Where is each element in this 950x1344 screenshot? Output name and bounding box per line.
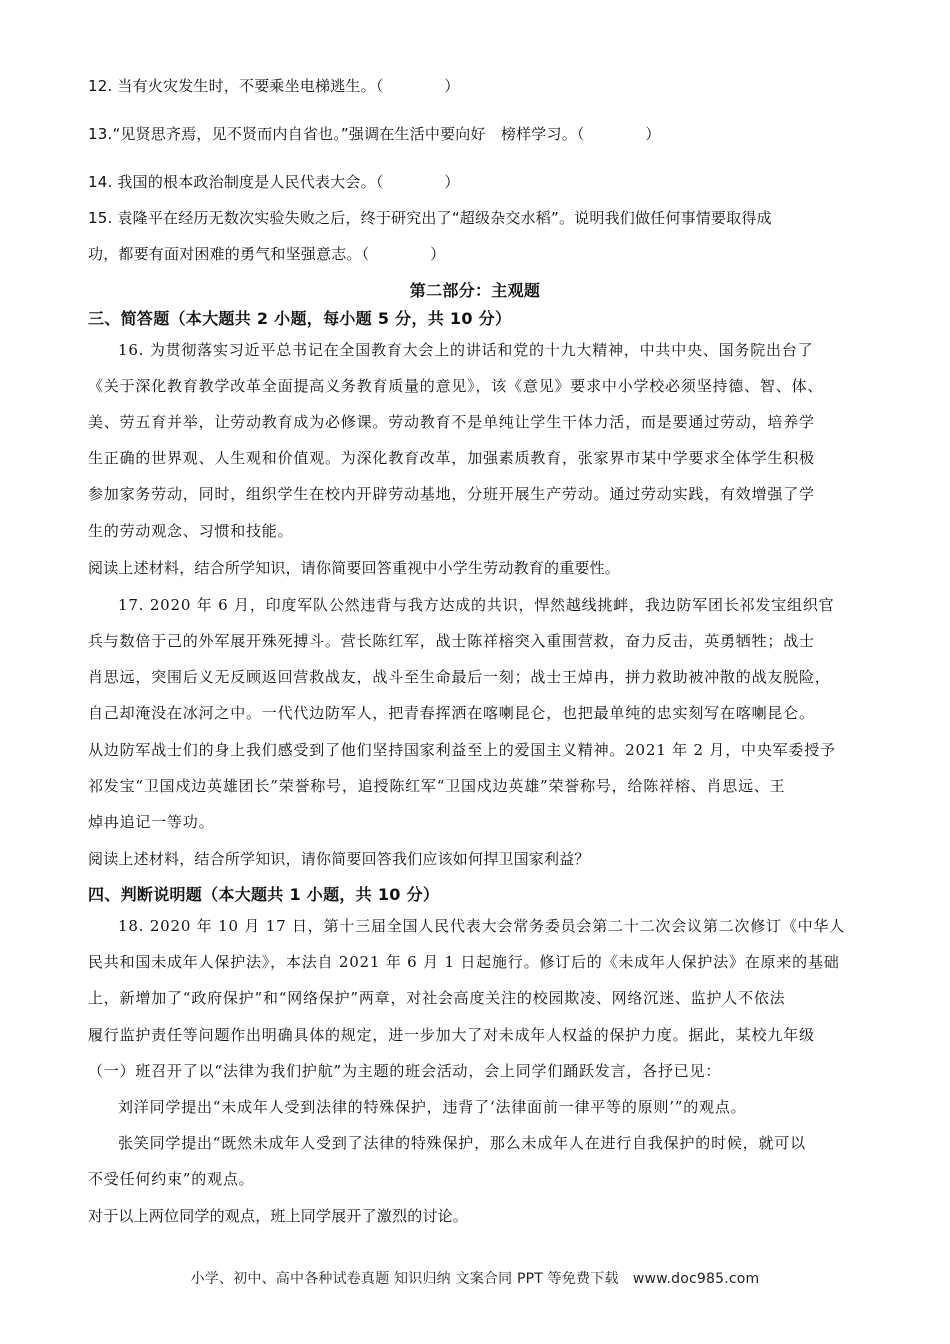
question-14: 14. 我国的根本政治制度是人民代表大会。（ ） [88,173,460,191]
section-3-heading: 三、简答题（本大题共 2 小题，每小题 5 分，共 10 分） [88,309,512,328]
question-18-line: 民共和国未成年人保护法》，本法自 2021 年 6 月 1 日起施行。修订后的《未成年人保护法》在原来的基础 [88,953,840,971]
question-12: 12. 当有火灾发生时，不要乘坐电梯逃生。（ ） [88,77,460,95]
question-17-line: 祁发宝“卫国戍边英雄团长”荣誉称号，追授陈红军“卫国戍边英雄”荣誉称号，给陈祥榕、肖思远、王 [88,777,786,795]
question-18-line: 18. 2020 年 10 月 17 日，第十三届全国人民代表大会常务委员会第二十二次会议第二次修订《中华人 [118,917,846,935]
question-15-line-1: 15. 袁隆平在经历无数次实验失败之后，终于研究出了“超级杂交水稻”。说明我们做任何事情要取得成 [88,209,772,227]
question-16-line: 《关于深化教育教学改革全面提高义务教育质量的意见》，该《意见》要求中小学校必须坚持德、智、体、 [88,377,824,395]
question-17-line: 从边防军战士们的身上我们感受到了他们坚持国家利益至上的爱国主义精神。2021 年 2 月，中央军委授予 [88,741,836,759]
question-17-line: 焯冉追记一等功。 [88,813,215,831]
question-18-line: （一）班召开了以“法律为我们护航”为主题的班会活动，会上同学们踊跃发言，各抒已见： [88,1062,722,1080]
question-18-line: 上，新增加了“政府保护”和“网络保护”两章，对社会高度关注的校园欺凌、网络沉迷、监护人不依法 [88,989,786,1007]
part-two-title: 第二部分：主观题 [409,281,541,300]
question-16-line: 美、劳五育并举，让劳动教育成为必修课。劳动教育不是单纯让学生干体力活，而是要通过劳动，培养学 [88,413,815,431]
section-4-heading: 四、判断说明题（本大题共 1 小题，共 10 分） [88,885,440,904]
footer-advert: 小学、初中、高中各种试卷真题 知识归纳 文案合同 PPT 等免费下载 www.doc985.com [190,1271,760,1287]
question-17-line: 肖思远，突围后义无反顾返回营救战友，战斗至生命最后一刻；战士王焯冉，拼力救助被冲散的战友脱险， [88,668,831,686]
question-17-prompt: 阅读上述材料，结合所学知识，请你简要回答我们应该如何捍卫国家利益？ [88,850,590,868]
question-16-line: 参加家务劳动，同时，组织学生在校内开辟劳动基地，分班开展生产劳动。通过劳动实践，有效增强了学 [88,485,815,503]
question-13: 13.“见贤思齐焉，见不贤而内自省也。”强调在生活中要向好 榜样学习。（ ） [88,125,661,143]
liu-yang-viewpoint: 刘洋同学提出“未成年人受到法律的特殊保护，违背了‘法律面前一律平等的原则’”的观点。 [118,1098,747,1116]
question-15-line-2: 功，都要有面对困难的勇气和坚强意志。（ ） [88,245,446,263]
zhang-xiao-viewpoint-line-2: 不受任何约束”的观点。 [88,1170,255,1188]
question-17-line: 自己却淹没在冰河之中。一代代边防军人，把青春挥洒在喀喇昆仑，也把最单纯的忠实刻写在喀喇昆仑。 [88,704,815,722]
question-16-prompt: 阅读上述材料，结合所学知识，请你简要回答重视中小学生劳动教育的重要性。 [88,559,621,577]
zhang-xiao-viewpoint-line-1: 张笑同学提出“既然未成年人受到了法律的特殊保护，那么未成年人在进行自我保护的时候，就可以 [118,1134,806,1152]
question-16-line: 生正确的世界观、人生观和价值观。为深化教育改革，加强素质教育，张家界市某中学要求全体学生积极 [88,449,815,467]
discussion-closing: 对于以上两位同学的观点，班上同学展开了激烈的讨论。 [88,1207,469,1225]
question-16-line: 16. 为贯彻落实习近平总书记在全国教育大会上的讲话和党的十九大精神，中共中央、国务院出台了 [118,341,814,359]
question-16-line: 生的劳动观念、习惯和技能。 [88,522,294,540]
question-17-line: 兵与数倍于己的外军展开殊死搏斗。营长陈红军，战士陈祥榕突入重围营救，奋力反击，英勇牺牲；战士 [88,632,815,650]
question-17-line: 17. 2020 年 6 月，印度军队公然违背与我方达成的共识，悍然越线挑衅，我边防军团长祁发宝组织官 [118,596,835,614]
question-18-line: 履行监护责任等问题作出明确具体的规定，进一步加大了对未成年人权益的保护力度。据此，某校九年级 [88,1026,815,1044]
